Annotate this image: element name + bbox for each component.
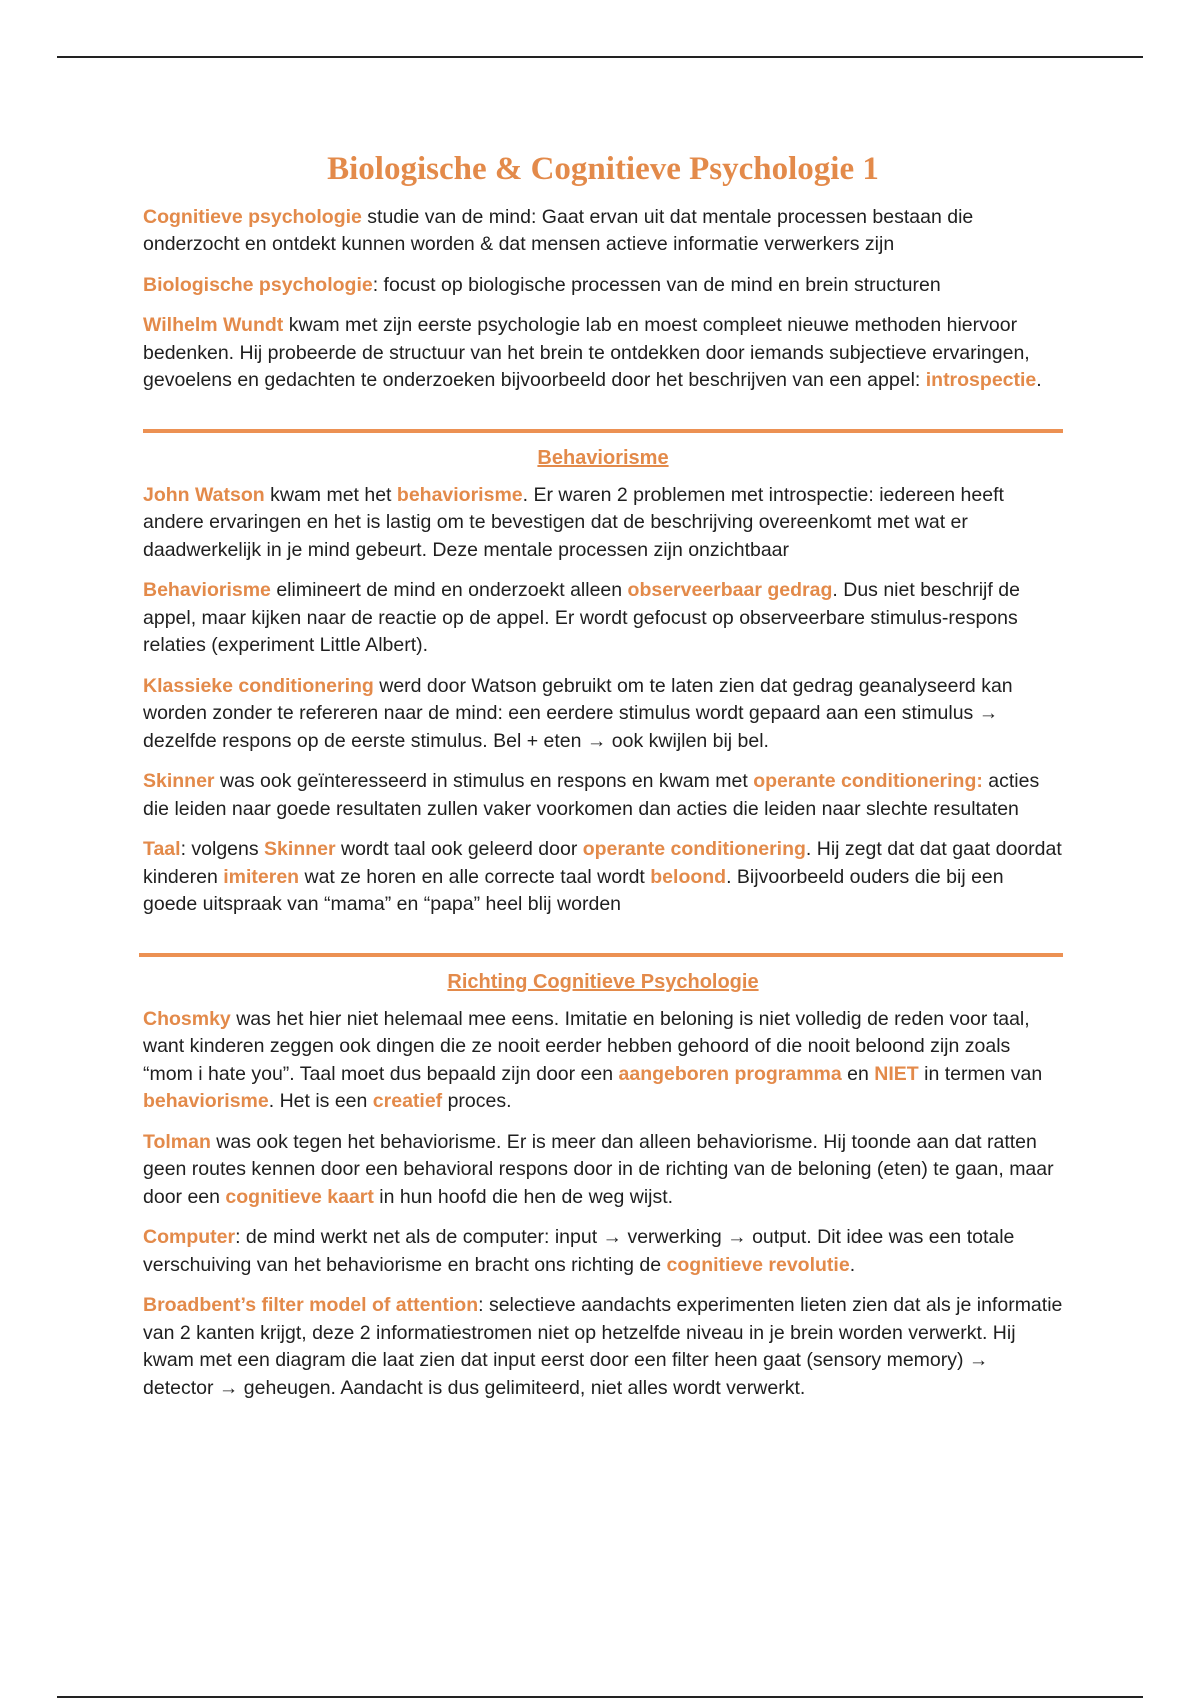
paragraph [143, 204, 1063, 259]
paragraph-text: en [841, 1062, 875, 1085]
highlight-term: Klassieke conditionering [143, 674, 374, 697]
highlight-term: operante conditionering: [753, 770, 983, 793]
paragraph-text: kwam met het [264, 483, 397, 506]
paragraph-text: . Dus niet beschrijf de appel, maar kijken naar de reactie op de appel. Er wordt gefocust op observeerbare stimulus-respons relaties (experiment Little Albert). [143, 579, 1020, 657]
paragraph-text: . Hij zegt dat dat gaat doordat kinderen [143, 838, 1062, 888]
paragraph-text: was ook geïnteresseerd in stimulus en respons en kwam met [214, 770, 754, 793]
paragraph [143, 673, 1063, 756]
paragraph-text: . Er waren 2 problemen met introspectie: iedereen heeft andere ervaringen en het is lastig om te bevestigen dat de beschrijving overeenkomt met wat er daadwerkelijk in je mind gebeurt. Deze mentale processen zijn onzichtbaar [143, 483, 1004, 561]
paragraph-text: . Bijvoorbeeld ouders die bij een goede uitspraak van “mama” en “papa” heel blij worden [143, 865, 1004, 916]
paragraph-text: : volgens [180, 838, 265, 861]
section-heading-cognitief: Richting Cognitieve Psychologie [447, 970, 759, 993]
highlight-term: introspectie [925, 369, 1037, 392]
behaviorisme-section [143, 482, 1063, 919]
highlight-term: Cognitieve psychologie [143, 205, 362, 228]
paragraph [143, 1006, 1063, 1116]
page-bottom-rule [57, 1696, 1143, 1698]
paragraph [143, 1292, 1063, 1402]
paragraph-text: . Het is een [268, 1090, 373, 1113]
highlight-term: operante conditionering [582, 838, 806, 861]
highlight-term: creatief [372, 1090, 443, 1113]
paragraph-text: was het hier niet helemaal mee eens. Imitatie en beloning is niet volledig de reden voor taal, want kinderen zeggen ook dingen die ze nooit eerder hebben gehoord of die nooit beloond zijn zoals “mom i hate you”. Taal moet dus bepaald zijn door een [143, 1007, 1030, 1085]
highlight-term: Skinner [143, 770, 215, 793]
highlight-term: cognitieve revolutie [666, 1253, 850, 1276]
paragraph [143, 1224, 1063, 1279]
paragraph-text: acties die leiden naar goede resultaten zullen vaker voorkomen dan acties die leiden naar slechte resultaten [143, 770, 1040, 820]
paragraph [143, 1129, 1063, 1212]
highlight-term: Tolman [143, 1130, 211, 1153]
highlight-term: John Watson [143, 483, 265, 506]
highlight-term: imiteren [223, 865, 300, 888]
paragraph-text: proces. [442, 1090, 512, 1113]
highlight-term: Wilhelm Wundt [143, 314, 284, 337]
paragraph-text: wat ze horen en alle correcte taal wordt [299, 865, 651, 888]
paragraph-text: werd door Watson gebruikt om te laten zien dat gedrag geanalyseerd kan worden zonder te refereren naar de mind: een eerdere stimulus wordt gepaard aan een stimulus → dezelfde respons op de eerste stimulus. Bel + eten → ook kwijlen bij bel. [143, 674, 1013, 752]
paragraph-text: : selectieve aandachts experimenten lieten zien dat als je informatie van 2 kanten krijgt, deze 2 informatiestromen niet op hetzelfde niveau in je brein worden verwerkt. Hij kwam met een diagram die laat zien dat input eerst door een filter heen gaat (sensory memory) → detector → geheugen. Aandacht is dus gelimiteerd, niet alles wordt verwerkt. [143, 1294, 1063, 1399]
highlight-term: NIET [874, 1062, 919, 1085]
document-title: Biologische & Cognitieve Psychologie 1 [327, 151, 879, 187]
paragraph-text: . [849, 1253, 856, 1276]
paragraph-text: kwam met zijn eerste psychologie lab en moest compleet nieuwe methoden hiervoor bedenken. Hij probeerde de structuur van het brein te ontdekken door iemands subjectieve ervaringen, gevoelens en gedachten te onderzoeken bijvoorbeeld door het beschrijven van een appel: [143, 314, 1030, 392]
paragraph [143, 272, 1063, 300]
highlight-term: Taal [143, 838, 181, 861]
paragraph-text: : de mind werkt net als de computer: input → verwerking → output. Dit idee was een totale verschuiving van het behaviorisme en bracht ons richting de [143, 1226, 1015, 1276]
paragraph-text: elimineert de mind en onderzoekt alleen [270, 579, 628, 602]
highlight-term: Behaviorisme [143, 579, 271, 602]
highlight-term: aangeboren programma [618, 1062, 842, 1085]
cognitief-section [143, 1006, 1063, 1403]
highlight-term: Chosmky [143, 1007, 231, 1030]
paragraph-text: studie van de mind: Gaat ervan uit dat mentale processen bestaan die onderzocht en ontdekt kunnen worden & dat mensen actieve informatie verwerkers zijn [143, 205, 974, 256]
highlight-term: Biologische psychologie [143, 273, 373, 296]
section-divider [139, 953, 1063, 957]
paragraph [143, 312, 1063, 395]
paragraph-text: in termen van [918, 1062, 1043, 1085]
document-content [143, 150, 1063, 1415]
section-heading-behaviorisme: Behaviorisme [537, 446, 669, 469]
paragraph [143, 836, 1063, 919]
highlight-term: behaviorisme [143, 1090, 269, 1113]
paragraph-text: in hun hoofd die hen de weg wijst. [373, 1185, 674, 1208]
paragraph-text: was ook tegen het behaviorisme. Er is meer dan alleen behaviorisme. Hij toonde aan dat ratten geen routes kennen door een behavioral respons door in de richting van de beloning (eten) te gaan, maar door een [143, 1130, 1054, 1208]
section-divider [143, 429, 1063, 433]
highlight-term: cognitieve kaart [225, 1185, 374, 1208]
highlight-term: Broadbent’s filter model of attention [143, 1294, 479, 1317]
paragraph [143, 768, 1063, 823]
highlight-term: Computer [143, 1226, 236, 1249]
highlight-term: observeerbaar gedrag [627, 579, 833, 602]
highlight-term: beloond [650, 865, 727, 888]
paragraph-text: : focust op biologische processen van de mind en brein structuren [372, 273, 941, 296]
paragraph-text: . [1036, 369, 1042, 392]
intro-section [143, 204, 1063, 395]
highlight-term: Skinner [264, 838, 336, 861]
highlight-term: behaviorisme [396, 483, 523, 506]
page-top-rule [57, 56, 1143, 58]
paragraph [143, 482, 1063, 565]
paragraph-text: wordt taal ook geleerd door [335, 838, 583, 861]
paragraph [143, 577, 1063, 660]
